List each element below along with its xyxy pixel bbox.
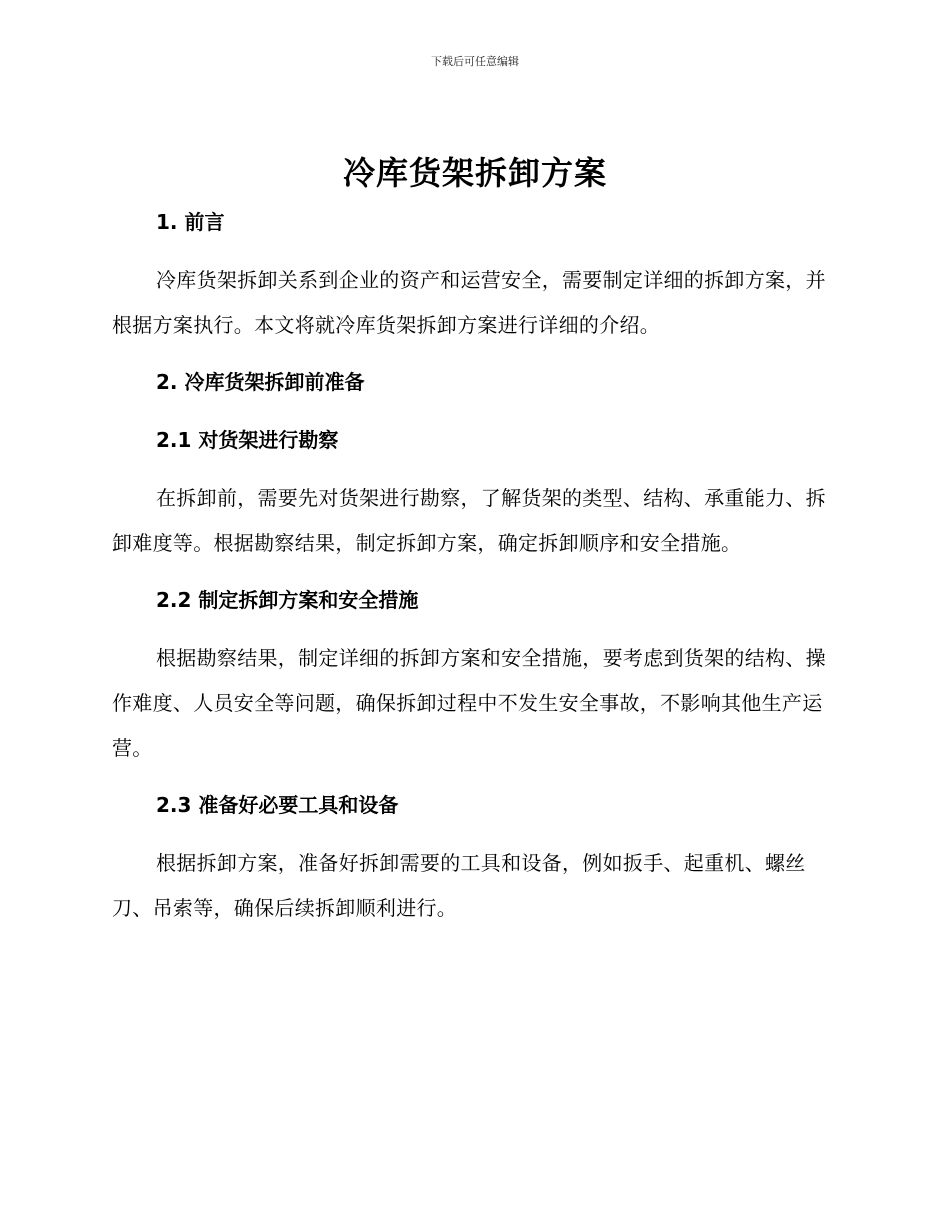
section-heading-preface: 1. 前言 — [156, 210, 225, 234]
section-paragraph-plan-safety: 根据勘察结果，制定详细的拆卸方案和安全措施，要考虑到货架的结构、操作难度、人员安全等问题，确保拆卸过程中不发生安全事故，不影响其他生产运营。 — [112, 646, 826, 760]
page-header-note: 下载后可任意编辑 — [431, 55, 519, 68]
document-body — [112, 200, 832, 931]
section-paragraph-survey: 在拆卸前，需要先对货架进行勘察，了解货架的类型、结构、承重能力、拆卸难度等。根据勘察结果，制定拆卸方案，确定拆卸顺序和安全措施。 — [112, 486, 826, 555]
document-title: 冷库货架拆卸方案 — [342, 154, 607, 192]
section-heading-survey: 2.1 对货架进行勘察 — [156, 428, 339, 452]
section-heading-tools: 2.3 准备好必要工具和设备 — [156, 793, 399, 817]
section-heading-preparation: 2. 冷库货架拆卸前准备 — [156, 370, 365, 394]
section-heading-plan-safety: 2.2 制定拆卸方案和安全措施 — [156, 588, 419, 612]
section-paragraph-tools: 根据拆卸方案，准备好拆卸需要的工具和设备，例如扳手、起重机、螺丝刀、吊索等，确保后续拆卸顺利进行。 — [112, 851, 806, 920]
section-paragraph-preface: 冷库货架拆卸关系到企业的资产和运营安全，需要制定详细的拆卸方案，并根据方案执行。本文将就冷库货架拆卸方案进行详细的介绍。 — [112, 268, 826, 337]
